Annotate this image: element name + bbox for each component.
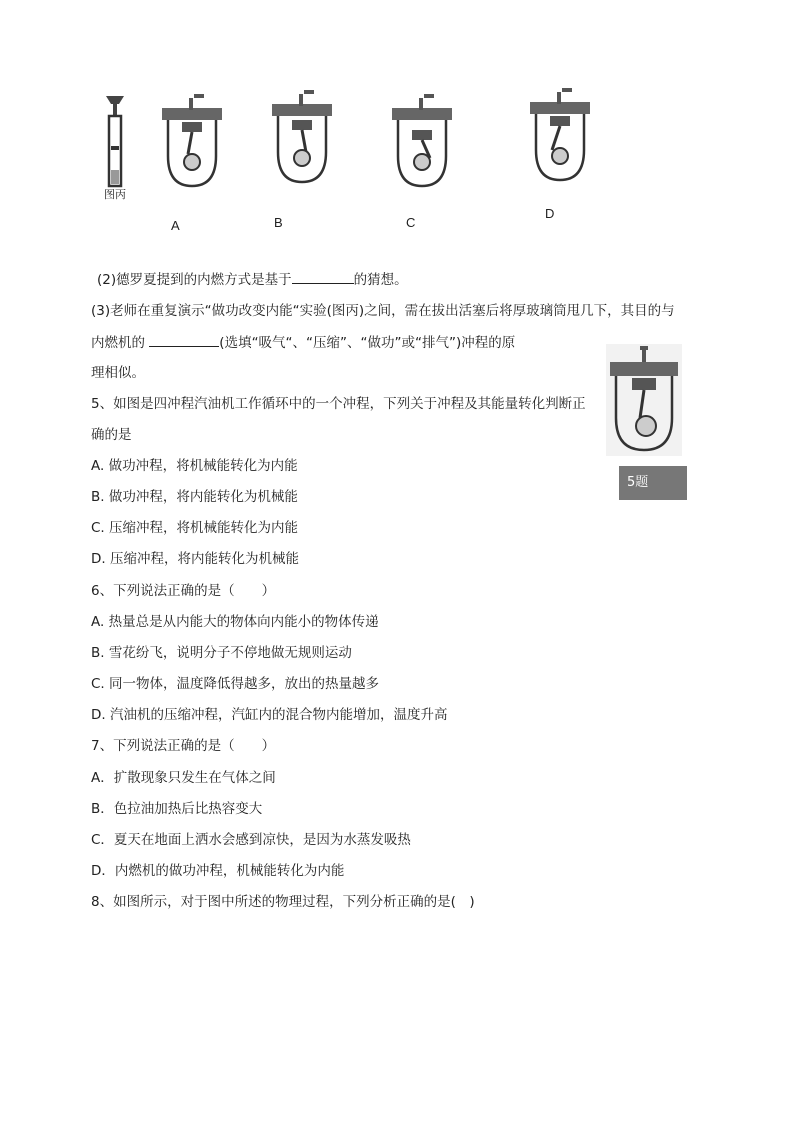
pump-label: 图丙 bbox=[104, 189, 126, 201]
q5-stem-line-2: 确的是 bbox=[91, 427, 132, 443]
answer-blank bbox=[292, 270, 354, 284]
engine-label-a: A bbox=[171, 218, 180, 233]
engine-label-b: B bbox=[274, 215, 283, 230]
q7-option-a: A．扩散现象只发生在气体之间 bbox=[91, 770, 276, 786]
q3-part3-line-1: (3)老师在重复演示“做功改变内能“实验(图丙)之间，需在拔出活塞后将厚玻璃筒甩几下，其目的与 bbox=[91, 303, 675, 319]
engine-figure-c bbox=[390, 94, 454, 190]
q6-option-d: D. 汽油机的压缩冲程，汽缸内的混合物内能增加，温度升高 bbox=[91, 707, 448, 723]
q3-part3-text-a: 内燃机的 bbox=[91, 335, 150, 351]
q7-option-d: D．内燃机的做功冲程，机械能转化为内能 bbox=[91, 863, 345, 879]
q5-option-a: A. 做功冲程，将机械能转化为内能 bbox=[91, 458, 298, 474]
q5-stem-line-1: 5、如图是四冲程汽油机工作循环中的一个冲程，下列关于冲程及其能量转化判断正 bbox=[91, 396, 586, 412]
q5-engine-figure bbox=[606, 344, 682, 456]
q3-part3-text-b: (选填“吸气“、“压缩”、“做功”或“排气”)冲程的原 bbox=[219, 335, 516, 351]
q5-option-d: D. 压缩冲程，将内能转化为机械能 bbox=[91, 551, 299, 567]
engine-label-d: D bbox=[545, 206, 555, 221]
q5-option-c: C. 压缩冲程，将机械能转化为内能 bbox=[91, 520, 299, 536]
q5-caption: 5题 bbox=[619, 466, 687, 500]
q3-part3-line-3: 理相似。 bbox=[91, 365, 145, 381]
q7-option-c: C．夏天在地面上洒水会感到凉快，是因为水蒸发吸热 bbox=[91, 832, 411, 848]
q3-part3-line-2 bbox=[91, 333, 515, 352]
answer-blank bbox=[149, 333, 219, 347]
engine-figure-d bbox=[528, 88, 592, 184]
q6-option-b: B. 雪花纷飞，说明分子不停地做无规则运动 bbox=[91, 645, 352, 661]
q3-part2-line bbox=[97, 270, 408, 289]
q6-stem: 6、下列说法正确的是（ ） bbox=[91, 583, 276, 599]
q5-option-b: B. 做功冲程，将内能转化为机械能 bbox=[91, 489, 298, 505]
q6-option-c: C. 同一物体，温度降低得越多，放出的热量越多 bbox=[91, 676, 380, 692]
q3-part2-text-b: 的猜想。 bbox=[353, 272, 408, 288]
q7-stem: 7、下列说法正确的是（ ） bbox=[91, 738, 276, 754]
q6-option-a: A. 热量总是从内能大的物体向内能小的物体传递 bbox=[91, 614, 379, 630]
q3-part2-text-a: (2)德罗夏提到的内燃方式是基于 bbox=[97, 272, 292, 288]
q7-option-b: B．色拉油加热后比热容变大 bbox=[91, 801, 263, 817]
engine-label-c: C bbox=[406, 215, 416, 230]
engine-figure-b bbox=[270, 90, 334, 186]
q8-stem: 8、如图所示，对于图中所述的物理过程，下列分析正确的是( ) bbox=[91, 894, 475, 910]
engine-figure-a bbox=[160, 94, 224, 190]
